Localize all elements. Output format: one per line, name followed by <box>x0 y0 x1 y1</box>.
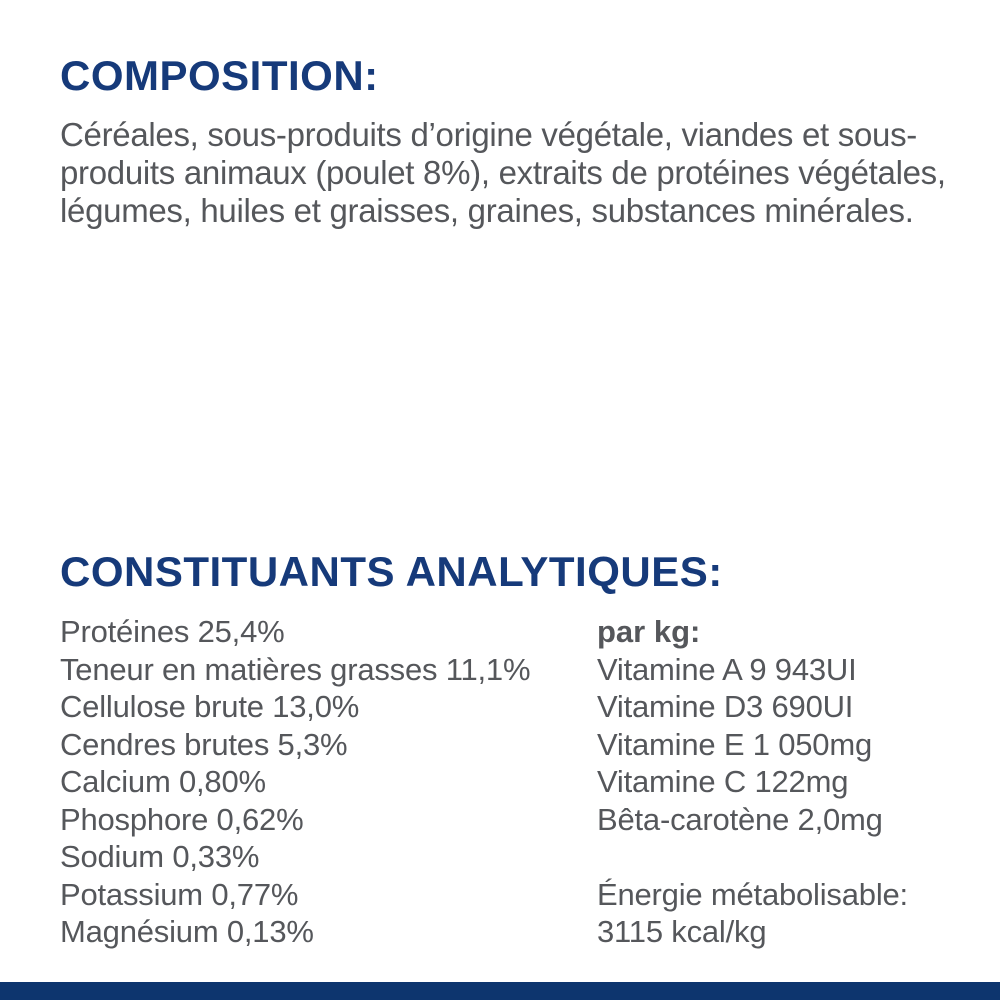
vitamin-item-d3: Vitamine D3 690UI <box>597 689 854 724</box>
constituent-item-sodium: Sodium 0,33% <box>60 839 260 874</box>
constituent-item-proteines: Protéines 25,4% <box>60 614 285 649</box>
constituent-item-cellulose: Cellulose brute 13,0% <box>60 689 360 724</box>
energy-value: 3115 kcal/kg <box>597 914 767 949</box>
constituent-item-potassium: Potassium 0,77% <box>60 876 299 912</box>
energy-label: Énergie métabolisable: <box>597 876 908 912</box>
per-kg-header: par kg: <box>597 614 701 649</box>
constituent-item-calcium: Calcium 0,80% <box>60 764 266 799</box>
per-kg-column <box>597 613 962 951</box>
bottom-brand-bar <box>0 982 1000 1000</box>
vitamin-item-e: Vitamine E 1 050mg <box>597 726 872 762</box>
vitamin-item-a: Vitamine A 9 943UI <box>597 651 857 687</box>
constituent-item-matieres-grasses: Teneur en matières grasses 11,1% <box>60 651 531 687</box>
constituent-item-magnesium: Magnésium 0,13% <box>60 914 314 949</box>
vitamin-item-c: Vitamine C 122mg <box>597 764 849 799</box>
constituent-item-phosphore: Phosphore 0,62% <box>60 801 304 837</box>
constituent-item-cendres: Cendres brutes 5,3% <box>60 726 348 762</box>
analytical-constituents-heading: CONSTITUANTS ANALYTIQUES: <box>60 548 723 595</box>
beta-carotene-item: Bêta-carotène 2,0mg <box>597 801 883 837</box>
composition-body-text: Céréales, sous-produits d’origine végétale, viandes et sous-produits animaux (poulet 8%), extraits de protéines végétales, légumes, huiles et graisses, graines, substances minérales. <box>60 116 946 229</box>
analytical-constituents-list <box>60 613 590 951</box>
blank-line-spacer <box>597 838 962 876</box>
composition-heading: COMPOSITION: <box>60 52 379 99</box>
